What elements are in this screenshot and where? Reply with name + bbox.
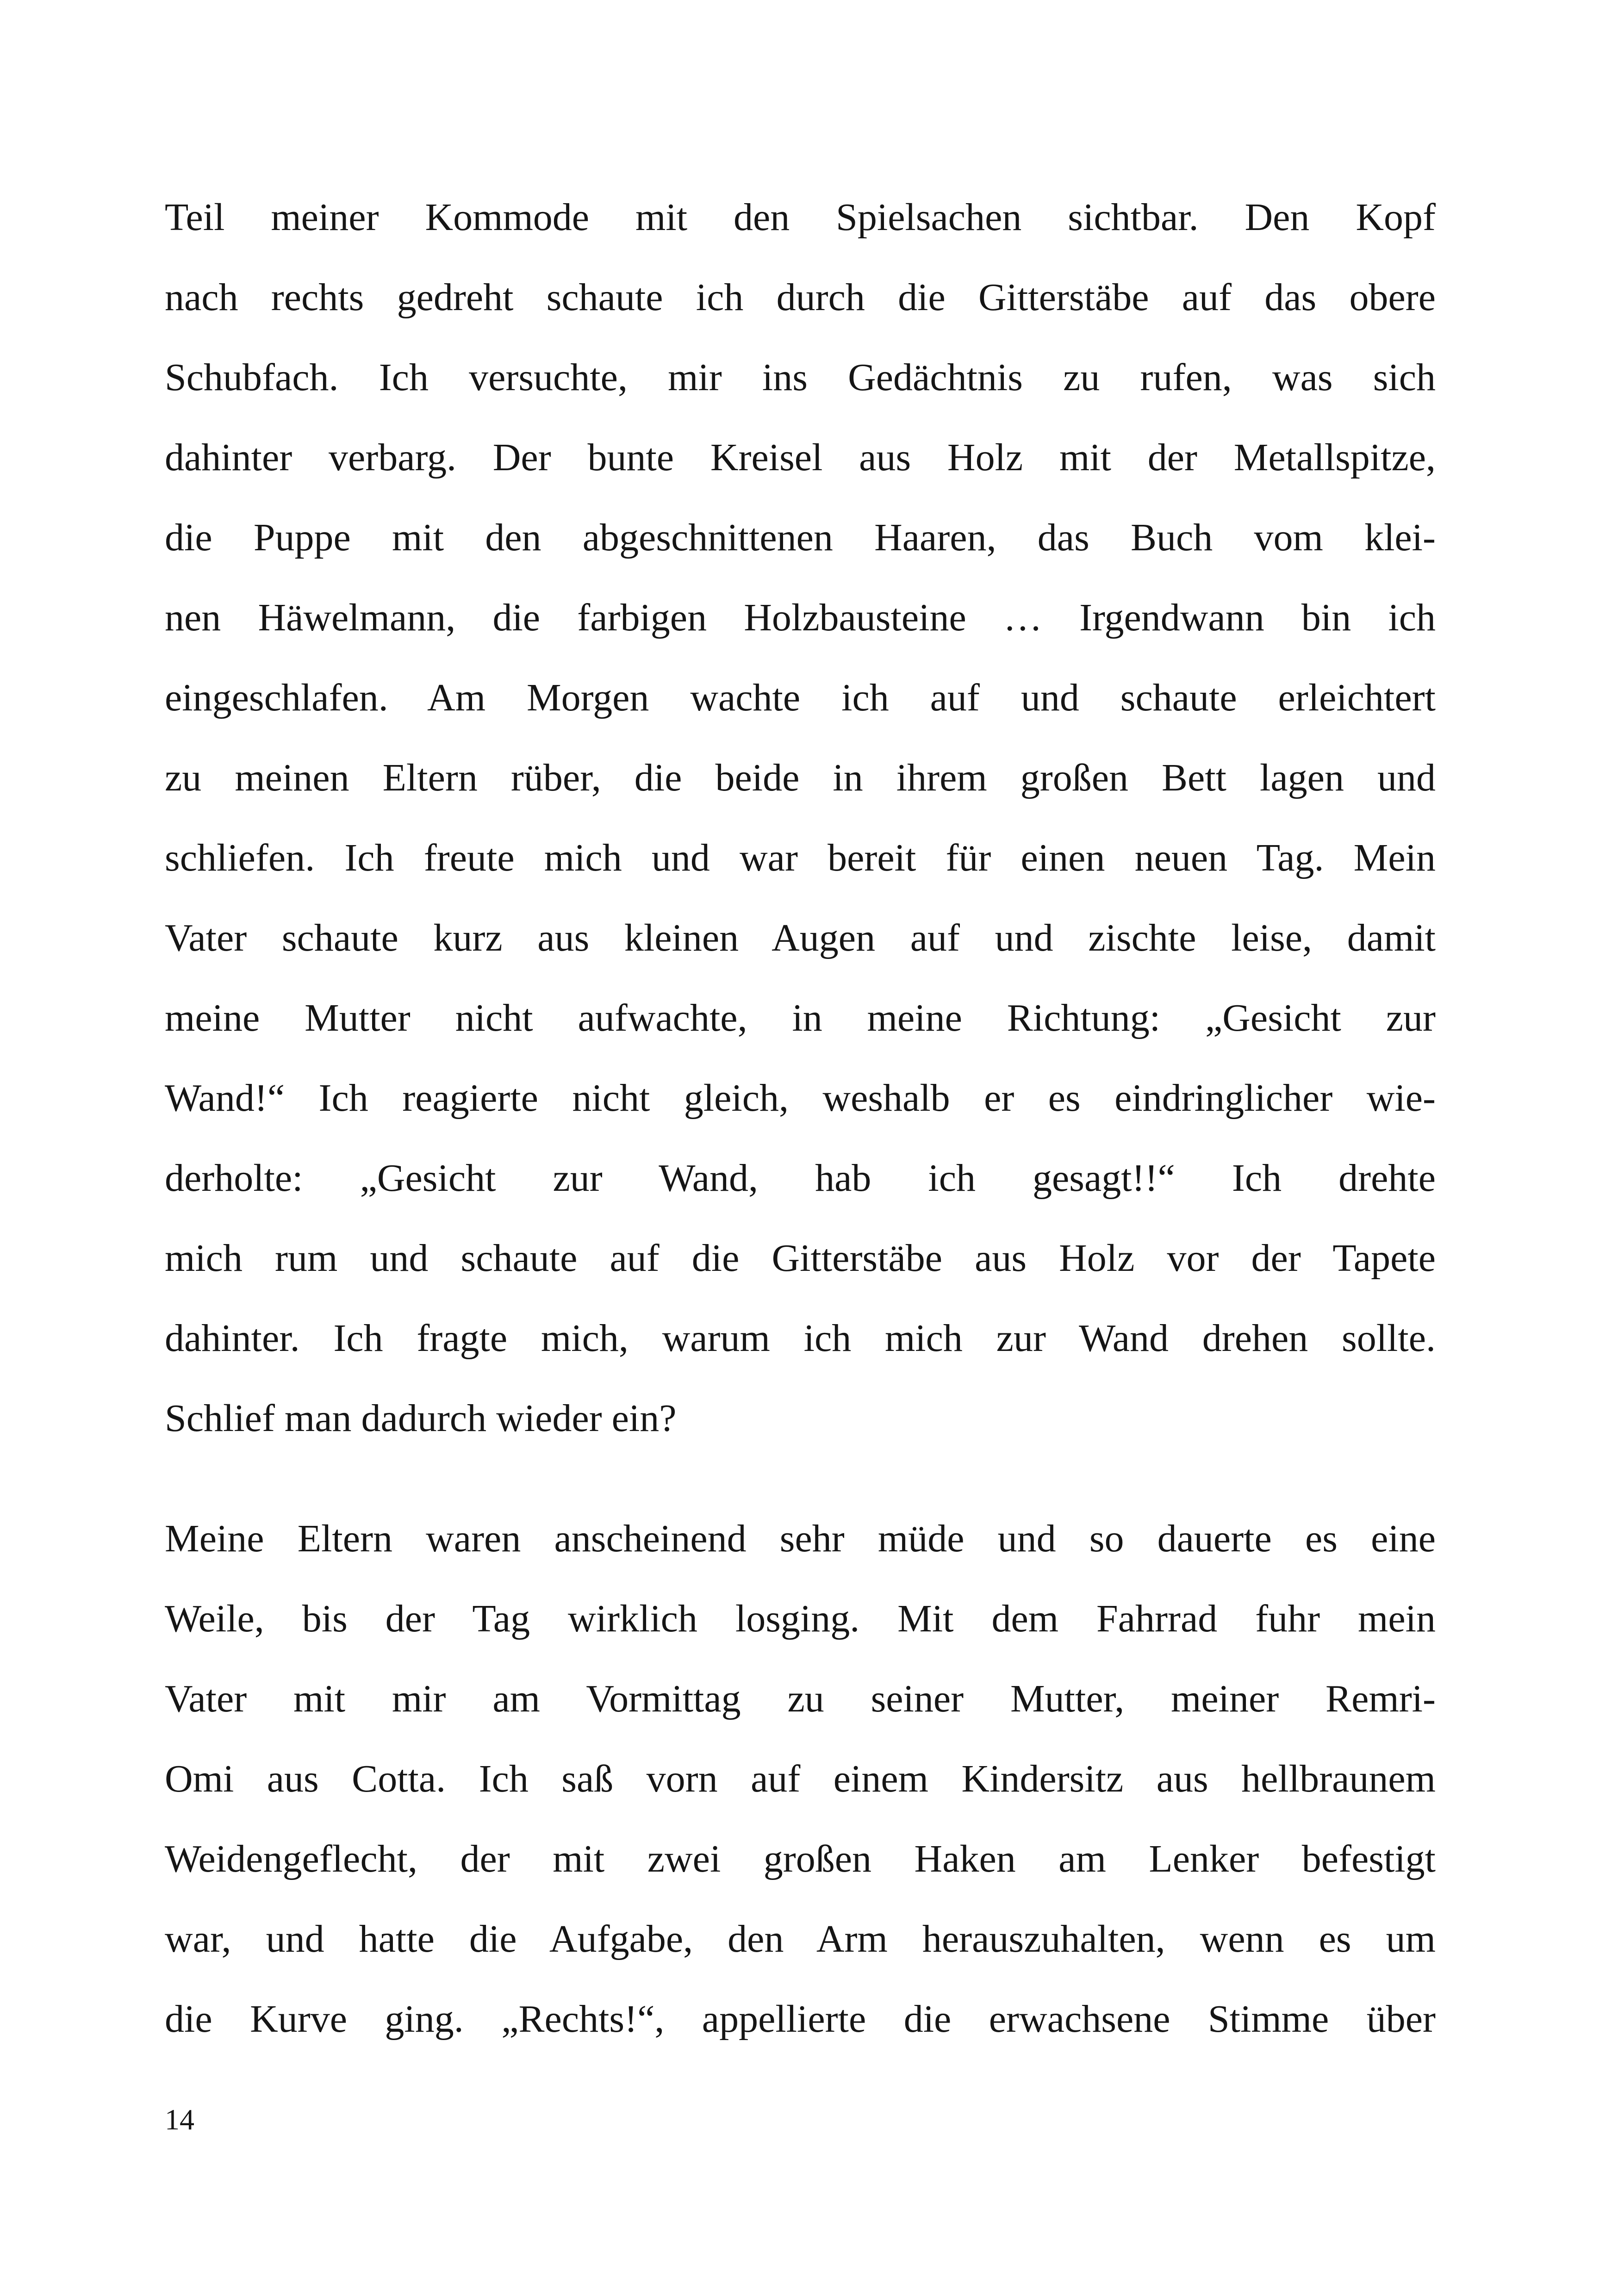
text-line: mich rum und schaute auf die Gitterstäbe aus Holz vor der Tapete — [165, 1237, 1436, 1280]
text-line: Weile, bis der Tag wirklich losging. Mit dem Fahrrad fuhr mein — [165, 1597, 1436, 1640]
text-line: dahinter verbarg. Der bunte Kreisel aus Holz mit der Metallspitze, — [165, 436, 1436, 479]
text-line: dahinter. Ich fragte mich, warum ich mich zur Wand drehen sollte. — [165, 1317, 1436, 1360]
text-line: Schlief man dadurch wieder ein? — [165, 1397, 677, 1440]
text-line: Wand!“ Ich reagierte nicht gleich, weshalb er es eindringlicher wie- — [165, 1076, 1436, 1120]
text-line: nach rechts gedreht schaute ich durch die Gitterstäbe auf das obere — [165, 276, 1436, 319]
text-line: schliefen. Ich freute mich und war bereit für einen neuen Tag. Mein — [165, 836, 1436, 879]
text-line: nen Häwelmann, die farbigen Holzbausteine … Irgendwann bin ich — [165, 596, 1436, 639]
text-line: derholte: „Gesicht zur Wand, hab ich gesagt!!“ Ich drehte — [165, 1157, 1436, 1200]
page-number: 14 — [165, 2103, 194, 2136]
text-line: die Puppe mit den abgeschnittenen Haaren, das Buch vom klei- — [165, 516, 1436, 559]
text-line: war, und hatte die Aufgabe, den Arm herauszuhalten, wenn es um — [165, 1917, 1436, 1960]
text-line: Schubfach. Ich versuchte, mir ins Gedächtnis zu rufen, was sich — [165, 356, 1436, 399]
text-line: meine Mutter nicht aufwachte, in meine Richtung: „Gesicht zur — [165, 996, 1436, 1039]
text-line: Teil meiner Kommode mit den Spielsachen sichtbar. Den Kopf — [165, 196, 1436, 239]
text-line: eingeschlafen. Am Morgen wachte ich auf und schaute erleichtert — [165, 676, 1436, 719]
text-line: die Kurve ging. „Rechts!“, appellierte die erwachsene Stimme über — [165, 1997, 1436, 2041]
text-line: Meine Eltern waren anscheinend sehr müde und so dauerte es eine — [165, 1517, 1436, 1560]
text-line: Weidengeflecht, der mit zwei großen Haken am Lenker befestigt — [165, 1837, 1436, 1880]
text-line: Vater mit mir am Vormittag zu seiner Mutter, meiner Remri- — [165, 1677, 1436, 1720]
text-line: zu meinen Eltern rüber, die beide in ihrem großen Bett lagen und — [165, 756, 1436, 799]
text-line: Vater schaute kurz aus kleinen Augen auf und zischte leise, damit — [165, 916, 1436, 959]
text-line: Omi aus Cotta. Ich saß vorn auf einem Kindersitz aus hellbraunem — [165, 1757, 1436, 1800]
